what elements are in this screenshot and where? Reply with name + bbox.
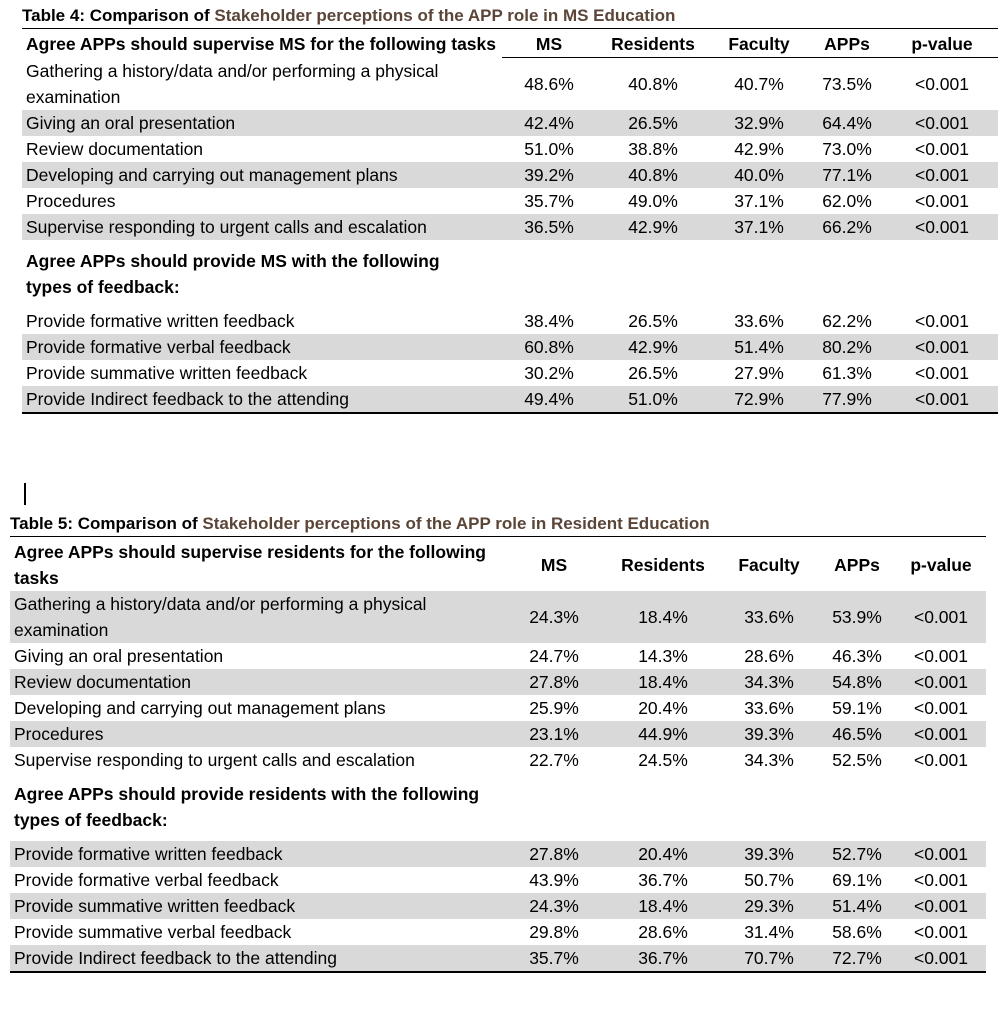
table-5-cell-apps: 54.8% [818,669,896,695]
table-4-cell-apps: 61.3% [822,362,872,383]
table-4-col-residents: Residents [596,29,710,58]
table-5-cell-pvalue: <0.001 [913,870,968,890]
table-4-col-pvalue: p-value [886,29,998,58]
table-5-cell-pvalue: <0.001 [913,698,968,718]
table-5-cell-faculty: 29.3% [720,893,818,919]
table-row [10,747,986,773]
table-5-cell-residents: 24.5% [638,750,688,770]
table-5-cell-ms: 25.9% [529,698,579,718]
table-row [22,110,998,136]
table-4-header-label: Agree APPs should supervise MS for the following tasks [26,34,497,55]
table-4-cell-apps: 64.4% [808,110,886,136]
table-5-cell-pvalue: <0.001 [913,750,968,770]
table-row [22,136,998,162]
table-5 [10,512,986,973]
table-5-cell-residents: 28.6% [638,922,688,942]
table-5-cell-faculty: 33.6% [720,591,818,643]
table-5-cell-ms: 22.7% [529,750,579,770]
table-5-cell-residents: 18.4% [606,591,720,643]
table-5-col-ms: MS [540,555,568,575]
table-4-cell-ms: 36.5% [502,214,596,240]
table-4-row-label: Procedures [26,190,116,211]
table-5-cell-pvalue: <0.001 [913,646,968,666]
table-4-section-2-title: Agree APPs should provide MS with the following types of feedback: [26,250,440,297]
table-row [22,308,998,334]
table-4-cell-faculty: 42.9% [734,138,784,159]
table-4-cell-ms: 60.8% [502,334,596,360]
table-4-cell-ms: 30.2% [524,362,574,383]
table-4-col-faculty: Faculty [710,29,808,58]
table-4-cell-ms: 48.6% [524,73,574,94]
table-4-cell-faculty: 40.0% [710,162,808,188]
table-5-row-label: Giving an oral presentation [14,646,224,666]
table-row [22,386,998,413]
table-row [22,58,998,110]
table-row [10,893,986,919]
text-cursor [24,483,26,505]
table-row [22,360,998,386]
table-5-cell-residents: 36.7% [638,870,688,890]
table-5-cell-faculty: 34.3% [744,750,794,770]
table-row [22,334,998,360]
table-5-row-label: Developing and carrying out management plans [14,698,386,718]
table-5-row-label: Review documentation [10,669,502,695]
table-4-cell-residents: 42.9% [596,334,710,360]
table-5-cell-pvalue: <0.001 [896,591,986,643]
table-4-cell-apps: 62.0% [822,190,872,211]
table-4-row-label: Provide formative verbal feedback [22,334,502,360]
table-4-caption-title: Stakeholder perceptions of the APP role in MS Education [214,6,676,25]
table-4-row-label: Giving an oral presentation [22,110,502,136]
table-row [10,591,986,643]
table-4-cell-faculty: 33.6% [734,310,784,331]
table-4-cell-residents: 49.0% [628,190,678,211]
table-5-col-residents: Residents [621,555,705,575]
table-5-cell-faculty: 39.3% [720,721,818,747]
table-5-row-label: Provide formative written feedback [10,841,502,867]
table-5-cell-faculty: 33.6% [744,698,794,718]
table-5-cell-faculty: 50.7% [744,870,794,890]
table-5-cell-pvalue: <0.001 [896,945,986,972]
table-4-cell-residents: 40.8% [628,73,678,94]
table-5-cell-pvalue: <0.001 [896,669,986,695]
table-5-cell-ms: 24.3% [502,591,606,643]
table-5-cell-apps: 53.9% [818,591,896,643]
table-5-section-2-title: Agree APPs should provide residents with the following types of feedback: [14,784,480,830]
table-4-row-label: Provide summative written feedback [26,362,308,383]
table-4-row-label: Gathering a history/data and/or performing a physical examination [26,60,439,107]
table-4-cell-residents: 40.8% [596,162,710,188]
table-4-cell-apps: 80.2% [808,334,886,360]
table-5-cell-apps: 51.4% [818,893,896,919]
table-row [10,643,986,669]
table-5-cell-faculty: 28.6% [744,646,794,666]
table-4-cell-faculty: 40.7% [734,73,784,94]
table-5-cell-pvalue: <0.001 [913,922,968,942]
table-5-row-label: Provide summative verbal feedback [14,922,292,942]
table-5-row-label: Supervise responding to urgent calls and escalation [14,750,415,770]
table-row [22,214,998,240]
table-5-cell-ms: 27.8% [502,841,606,867]
table-5-cell-ms: 35.7% [502,945,606,972]
table-4-col-apps: APPs [808,29,886,58]
table-5-cell-ms: 24.3% [502,893,606,919]
table-5-cell-pvalue: <0.001 [896,721,986,747]
table-4-cell-pvalue: <0.001 [914,138,969,159]
table-5-grid [10,536,986,973]
table-5-cell-residents: 18.4% [606,669,720,695]
table-5-row-label: Provide Indirect feedback to the attending [10,945,502,972]
table-4-cell-pvalue: <0.001 [886,214,998,240]
table-4-cell-ms: 38.4% [524,310,574,331]
table-4-cell-ms: 51.0% [524,138,574,159]
table-4-cell-pvalue: <0.001 [886,386,998,413]
table-5-cell-residents: 44.9% [606,721,720,747]
table-5-row-label: Provide formative verbal feedback [14,870,279,890]
table-5-cell-ms: 43.9% [529,870,579,890]
table-4-cell-residents: 42.9% [596,214,710,240]
table-5-cell-faculty: 34.3% [720,669,818,695]
table-4-caption-prefix: Table 4: Comparison of [22,6,215,25]
table-4-cell-apps: 73.0% [822,138,872,159]
table-4-cell-apps: 73.5% [822,73,872,94]
table-4-cell-ms: 39.2% [502,162,596,188]
table-4-row-label: Provide Indirect feedback to the attending [22,386,502,413]
table-4-cell-faculty: 51.4% [710,334,808,360]
table-4-cell-ms: 35.7% [524,190,574,211]
table-5-cell-ms: 27.8% [502,669,606,695]
table-5-cell-residents: 36.7% [606,945,720,972]
table-4-cell-pvalue: <0.001 [886,162,998,188]
table-row [22,162,998,188]
table-4-cell-residents: 26.5% [596,110,710,136]
table-row [10,945,986,972]
table-4-row-label: Developing and carrying out management plans [22,162,502,188]
table-5-cell-faculty: 39.3% [720,841,818,867]
table-row [10,919,986,945]
table-5-caption [10,512,986,536]
table-5-col-apps: APPs [834,555,880,575]
table-5-cell-apps: 52.5% [832,750,882,770]
table-5-cell-apps: 46.3% [832,646,882,666]
table-4-cell-residents: 51.0% [596,386,710,413]
table-4-cell-residents: 38.8% [628,138,678,159]
table-4-cell-apps: 77.9% [808,386,886,413]
table-5-cell-apps: 69.1% [832,870,882,890]
table-4-cell-residents: 26.5% [628,310,678,331]
table-5-col-faculty: Faculty [738,555,800,575]
table-5-col-pvalue: p-value [910,555,972,575]
table-4-cell-apps: 66.2% [808,214,886,240]
table-5-cell-ms: 23.1% [502,721,606,747]
table-row [10,867,986,893]
table-4-cell-faculty: 37.1% [734,190,784,211]
table-5-cell-ms: 24.7% [529,646,579,666]
table-5-cell-apps: 72.7% [818,945,896,972]
table-5-caption-title: Stakeholder perceptions of the APP role in Resident Education [202,514,710,533]
table-4-cell-pvalue: <0.001 [914,362,969,383]
table-5-cell-residents: 20.4% [606,841,720,867]
table-4-caption [22,4,998,28]
table-4-cell-pvalue: <0.001 [914,310,969,331]
table-4-cell-apps: 62.2% [822,310,872,331]
table-5-cell-residents: 14.3% [638,646,688,666]
table-4-grid [22,28,998,414]
table-4-cell-faculty: 32.9% [710,110,808,136]
table-4 [22,4,998,414]
table-5-cell-pvalue: <0.001 [896,841,986,867]
table-4-cell-faculty: 27.9% [734,362,784,383]
table-5-cell-residents: 18.4% [606,893,720,919]
table-5-row-label: Provide summative written feedback [10,893,502,919]
table-4-cell-apps: 77.1% [808,162,886,188]
table-row [10,841,986,867]
table-4-cell-ms: 49.4% [502,386,596,413]
table-4-cell-pvalue: <0.001 [914,73,969,94]
table-5-cell-apps: 46.5% [818,721,896,747]
table-5-cell-ms: 29.8% [529,922,579,942]
table-5-cell-pvalue: <0.001 [896,893,986,919]
table-4-row-label: Supervise responding to urgent calls and escalation [22,214,502,240]
table-row [10,721,986,747]
table-4-cell-pvalue: <0.001 [886,110,998,136]
table-5-cell-apps: 58.6% [832,922,882,942]
table-4-cell-pvalue: <0.001 [886,334,998,360]
table-row [10,695,986,721]
table-5-cell-apps: 52.7% [818,841,896,867]
table-5-cell-faculty: 31.4% [744,922,794,942]
table-4-cell-faculty: 37.1% [710,214,808,240]
table-4-row-label: Review documentation [26,138,204,159]
table-4-row-label: Provide formative written feedback [26,310,295,331]
table-4-cell-faculty: 72.9% [710,386,808,413]
table-5-header-label: Agree APPs should supervise residents for the following tasks [14,542,486,588]
table-5-row-label: Procedures [10,721,502,747]
table-5-cell-residents: 20.4% [638,698,688,718]
table-row [10,669,986,695]
table-4-col-ms: MS [502,29,596,58]
table-4-cell-pvalue: <0.001 [914,190,969,211]
table-5-caption-prefix: Table 5: Comparison of [10,514,203,533]
table-4-cell-ms: 42.4% [502,110,596,136]
table-5-row-label: Gathering a history/data and/or performing a physical examination [10,591,502,643]
table-4-cell-residents: 26.5% [628,362,678,383]
table-5-cell-apps: 59.1% [832,698,882,718]
table-row [22,188,998,214]
table-5-cell-faculty: 70.7% [720,945,818,972]
